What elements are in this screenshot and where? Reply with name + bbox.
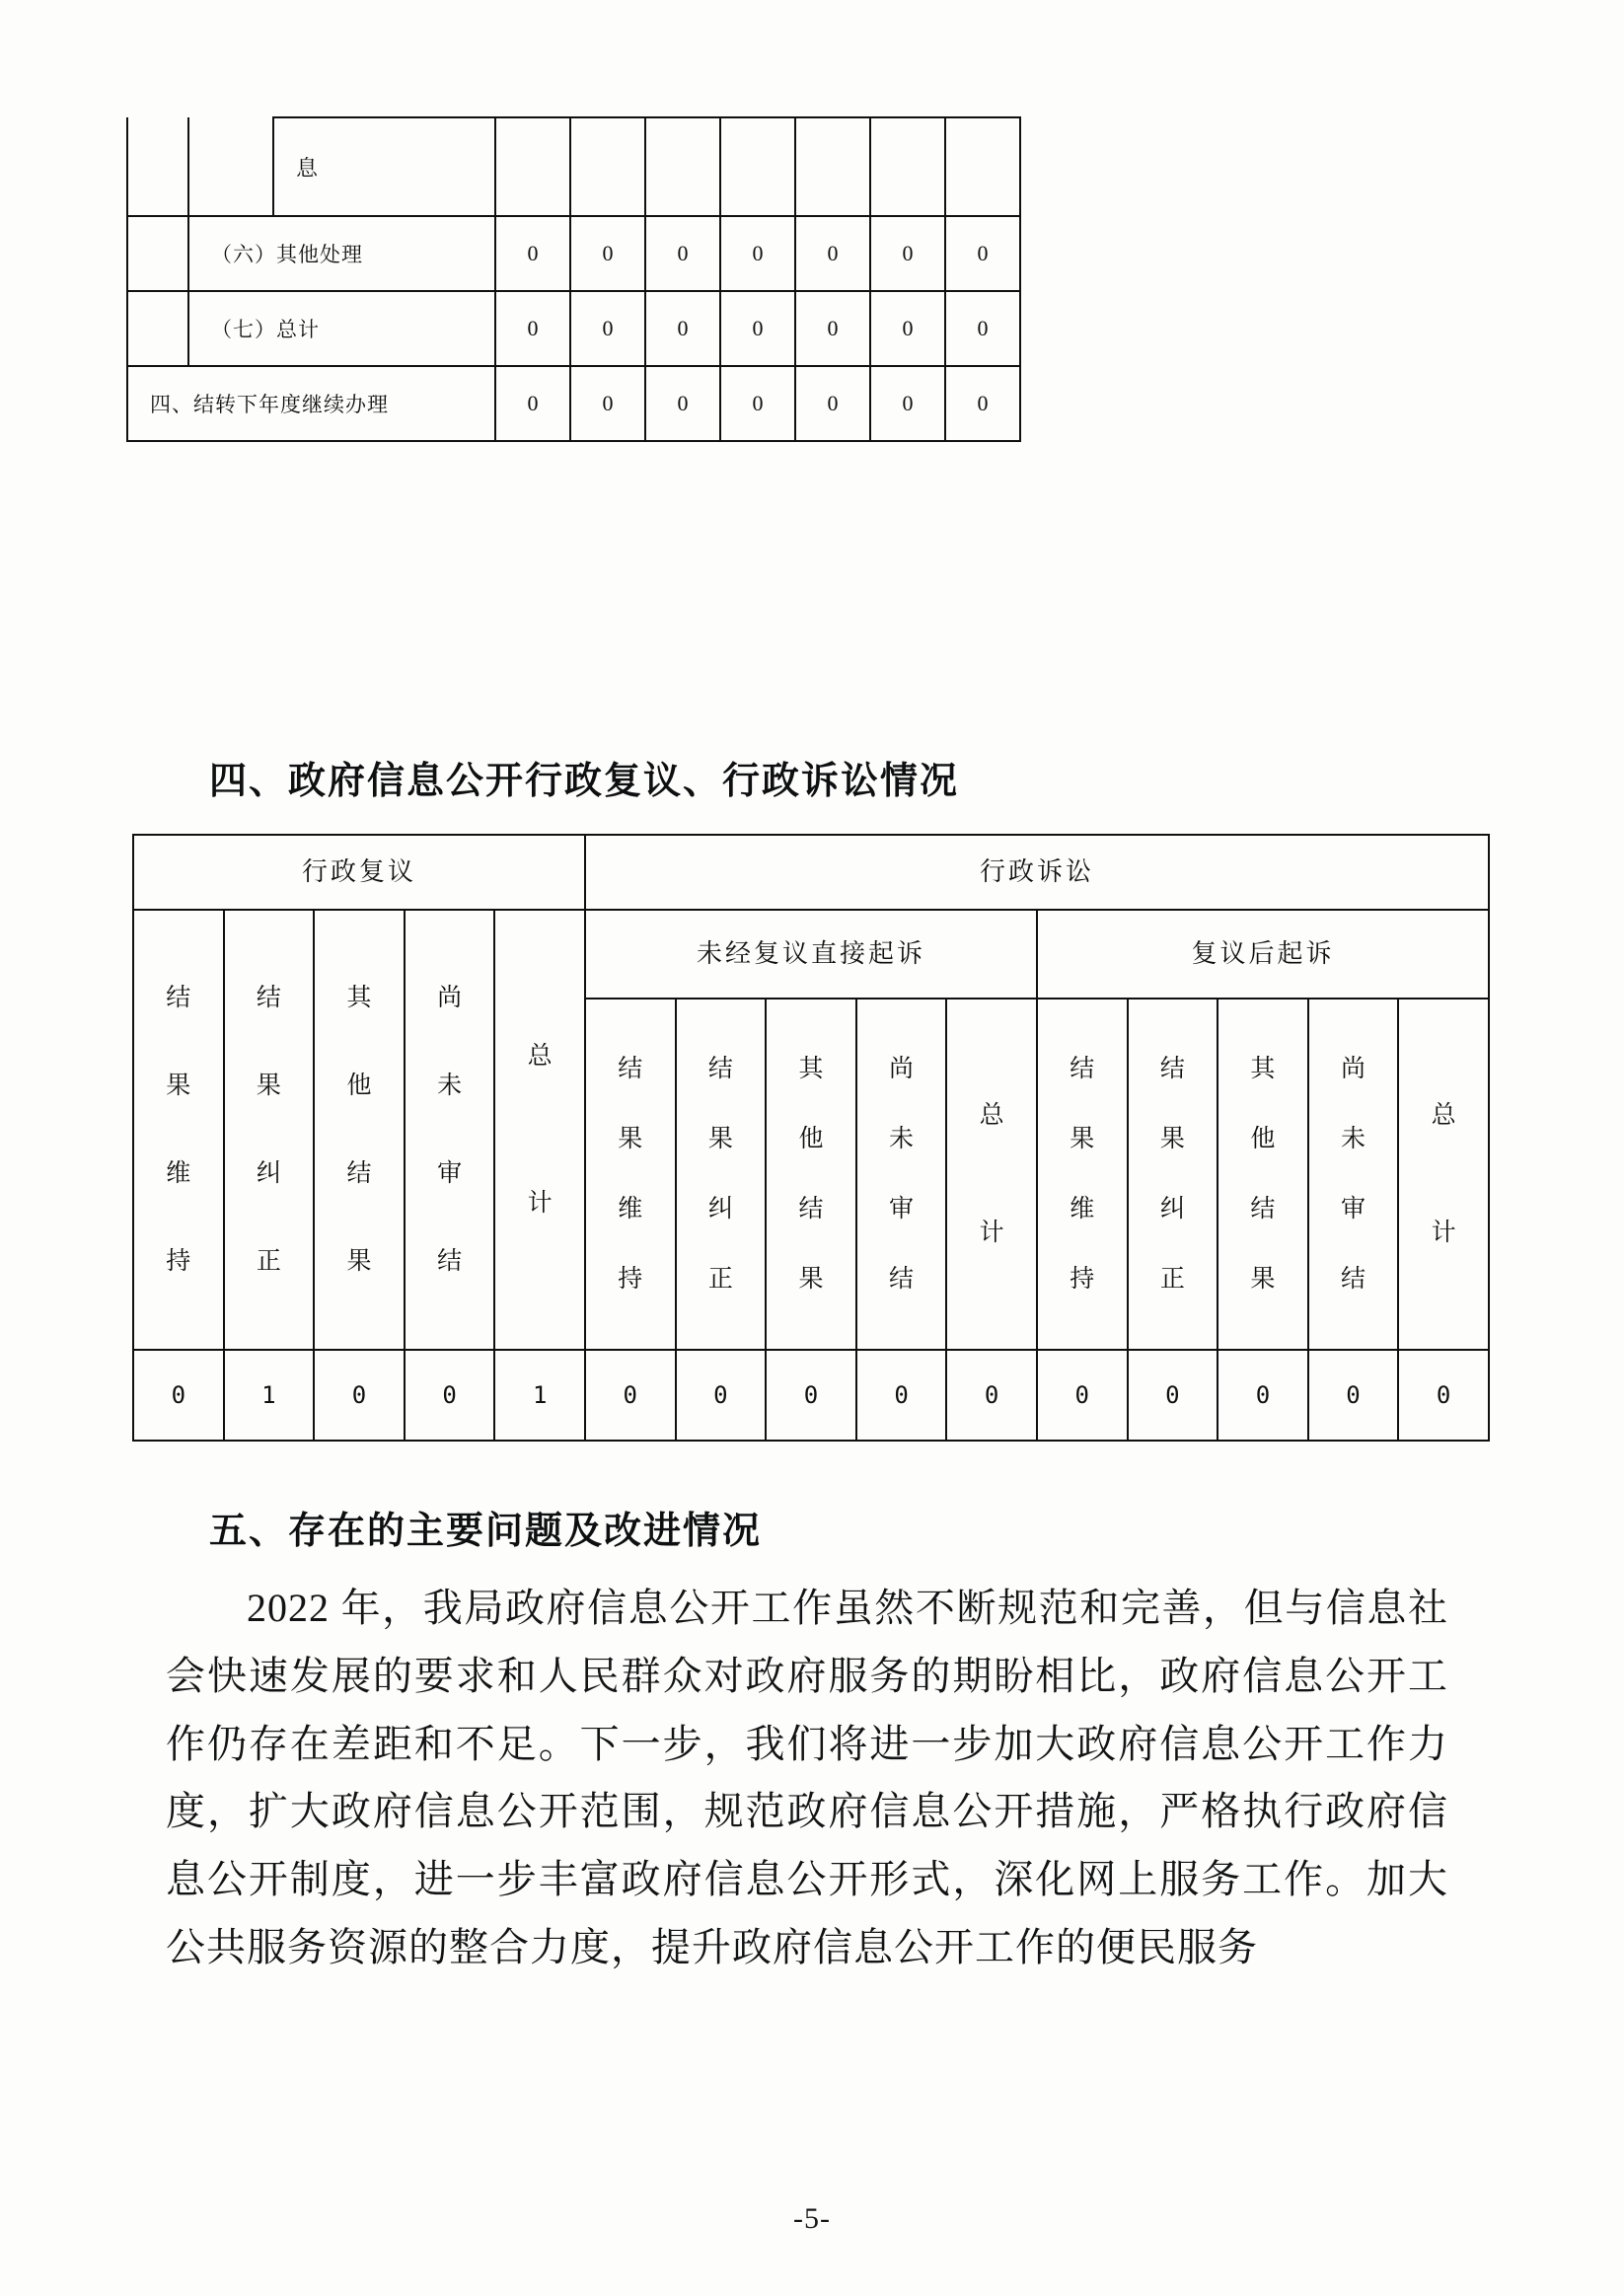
administrative-review-litigation-table: [132, 834, 1490, 1442]
subgroup-header-after-review-suit: 复议后起诉: [1037, 910, 1489, 999]
subgroup-header-direct-suit: 未经复议直接起诉: [585, 910, 1037, 999]
column-header-review-total: [494, 910, 585, 1350]
column-header-direct-other: [766, 999, 856, 1350]
vchar: 其: [346, 985, 372, 1011]
continued-statistics-table: [126, 116, 989, 442]
vchar: 果: [798, 1266, 824, 1293]
vchar: 总: [979, 1102, 1004, 1130]
value-cell: 0: [645, 216, 720, 291]
vchar: 未: [889, 1126, 915, 1152]
vchar: 正: [707, 1266, 733, 1293]
empty-value-cell: [720, 117, 795, 216]
value-cell: 0: [495, 291, 570, 366]
column-header-direct-total: [946, 999, 1037, 1350]
group-header-administrative-review: 行政复议: [133, 835, 585, 910]
value-cell: 0: [795, 216, 870, 291]
main-table: [132, 834, 1490, 1442]
column-header-afterreview-upheld: [1037, 999, 1128, 1350]
vchar: 持: [618, 1266, 643, 1293]
vchar: 结: [1341, 1266, 1366, 1293]
vchar: 维: [1070, 1196, 1095, 1222]
vchar: 结: [707, 1056, 733, 1082]
vchar: 审: [437, 1160, 463, 1187]
section-five-heading: 五、存在的主要问题及改进情况: [209, 1509, 763, 1552]
empty-value-cell: [495, 117, 570, 216]
vchar: 果: [166, 1073, 191, 1099]
data-cell: 1: [224, 1350, 315, 1441]
data-cell: 0: [766, 1350, 856, 1441]
column-header-direct-pending: [856, 999, 947, 1350]
table-row: [133, 1350, 1489, 1441]
vchar: 纠: [707, 1196, 733, 1222]
vchar: 果: [618, 1126, 643, 1152]
vchar: 总: [1431, 1102, 1456, 1130]
value-cell: 0: [870, 291, 945, 366]
table-row: [127, 291, 1020, 366]
value-cell: 0: [945, 291, 1020, 366]
data-cell: 0: [946, 1350, 1037, 1441]
vchar: 其: [798, 1056, 824, 1082]
vchar: 果: [1070, 1126, 1095, 1152]
column-header-afterreview-pending: [1308, 999, 1399, 1350]
value-cell: 0: [570, 216, 645, 291]
vchar: 计: [1431, 1219, 1456, 1246]
value-cell: 0: [945, 216, 1020, 291]
value-cell: 0: [645, 291, 720, 366]
vchar: 尚: [889, 1056, 915, 1082]
value-cell: 0: [795, 366, 870, 441]
vchar: 审: [889, 1196, 915, 1222]
vchar: 结: [618, 1056, 643, 1082]
value-cell: 0: [645, 366, 720, 441]
table-row: [127, 216, 1020, 291]
vchar: 结: [166, 985, 191, 1011]
data-cell: 0: [1218, 1350, 1308, 1441]
data-cell: 0: [856, 1350, 947, 1441]
vchar: 果: [1159, 1126, 1185, 1152]
vchar: 他: [798, 1126, 824, 1152]
table-row: [127, 366, 1020, 441]
vchar: 纠: [1159, 1196, 1185, 1222]
section-four-heading: 四、政府信息公开行政复议、行政诉讼情况: [209, 759, 960, 802]
vchar: 未: [1341, 1126, 1366, 1152]
vchar: 结: [1070, 1056, 1095, 1082]
vchar: 结: [256, 985, 281, 1011]
page-number: -5-: [793, 2202, 831, 2235]
value-cell: 0: [720, 291, 795, 366]
vchar: 维: [618, 1196, 643, 1222]
section-five-paragraph: 2022 年，我局政府信息公开工作虽然不断规范和完善，但与信息社会快速发展的要求和人民群众对政府服务的期盼相比，政府信息公开工作仍存在差距和不足。下一步，我们将进一步加大政府信息公开工作力度，扩大政府信息公开范围，规范政府信息公开措施，严格执行政府信息公开制度，进一步丰富政府信息公开形式，深化网上服务工作。加大公共服务资源的整合力度，提升政府信息公开工作的便民服务: [166, 1586, 1448, 1969]
table-header-row-subgroups: [133, 910, 1489, 999]
empty-value-cell: [795, 117, 870, 216]
empty-value-cell: [645, 117, 720, 216]
outer-spacer-cell: [127, 216, 188, 291]
vchar: 结: [889, 1266, 915, 1293]
value-cell: 0: [720, 366, 795, 441]
vchar: 果: [1250, 1266, 1276, 1293]
column-header-direct-corrected: [676, 999, 767, 1350]
vchar: 结: [346, 1160, 372, 1187]
column-header-review-upheld: [133, 910, 224, 1350]
empty-value-cell: [570, 117, 645, 216]
mid-spacer-cell: [188, 117, 273, 216]
column-header-afterreview-total: [1398, 999, 1489, 1350]
vchar: 果: [256, 1073, 281, 1099]
data-cell: 0: [585, 1350, 676, 1441]
empty-value-cell: [870, 117, 945, 216]
group-header-administrative-litigation: 行政诉讼: [585, 835, 1489, 910]
value-cell: 0: [720, 216, 795, 291]
value-cell: 0: [495, 366, 570, 441]
data-cell: 0: [1128, 1350, 1218, 1441]
empty-value-cell: [945, 117, 1020, 216]
vchar: 果: [346, 1248, 372, 1275]
vchar: 他: [346, 1073, 372, 1099]
column-header-review-corrected: [224, 910, 315, 1350]
vchar: 纠: [256, 1160, 281, 1187]
vchar: 审: [1341, 1196, 1366, 1222]
vchar: 计: [527, 1189, 553, 1217]
vchar: 持: [1070, 1266, 1095, 1293]
column-header-afterreview-corrected: [1128, 999, 1218, 1350]
data-cell: 0: [405, 1350, 495, 1441]
vchar: 计: [979, 1219, 1004, 1246]
data-cell: 0: [1308, 1350, 1399, 1441]
column-header-review-pending: [405, 910, 495, 1350]
data-cell: 0: [676, 1350, 767, 1441]
vchar: 结: [798, 1196, 824, 1222]
table-row: [127, 117, 1020, 216]
outer-spacer-cell: [127, 291, 188, 366]
row-label: 四、结转下年度继续办理: [127, 366, 495, 441]
data-cell: 1: [494, 1350, 585, 1441]
value-cell: 0: [870, 366, 945, 441]
value-cell: 0: [570, 366, 645, 441]
vchar: 他: [1250, 1126, 1276, 1152]
vchar: 持: [166, 1248, 191, 1275]
vchar: 总: [527, 1043, 553, 1071]
value-cell: 0: [495, 216, 570, 291]
vchar: 结: [437, 1248, 463, 1275]
vchar: 其: [1250, 1056, 1276, 1082]
row-label: （六）其他处理: [188, 216, 495, 291]
value-cell: 0: [945, 366, 1020, 441]
truncated-label-cell: 息: [273, 117, 495, 216]
vchar: 果: [707, 1126, 733, 1152]
data-cell: 0: [1037, 1350, 1128, 1441]
vchar: 尚: [1341, 1056, 1366, 1082]
vchar: 正: [256, 1248, 281, 1275]
vchar: 结: [1159, 1056, 1185, 1082]
vchar: 维: [166, 1160, 191, 1187]
column-header-review-other: [314, 910, 405, 1350]
value-cell: 0: [870, 216, 945, 291]
column-header-afterreview-other: [1218, 999, 1308, 1350]
vchar: 结: [1250, 1196, 1276, 1222]
value-cell: 0: [570, 291, 645, 366]
vchar: 尚: [437, 985, 463, 1011]
value-cell: 0: [795, 291, 870, 366]
vchar: 未: [437, 1073, 463, 1099]
column-header-direct-upheld: [585, 999, 676, 1350]
row-label: （七）总计: [188, 291, 495, 366]
table-header-row-groups: [133, 835, 1489, 910]
data-cell: 0: [1398, 1350, 1489, 1441]
continued-table: [126, 116, 1021, 442]
outer-spacer-cell: [127, 117, 188, 216]
data-cell: 0: [133, 1350, 224, 1441]
vchar: 正: [1159, 1266, 1185, 1293]
data-cell: 0: [314, 1350, 405, 1441]
